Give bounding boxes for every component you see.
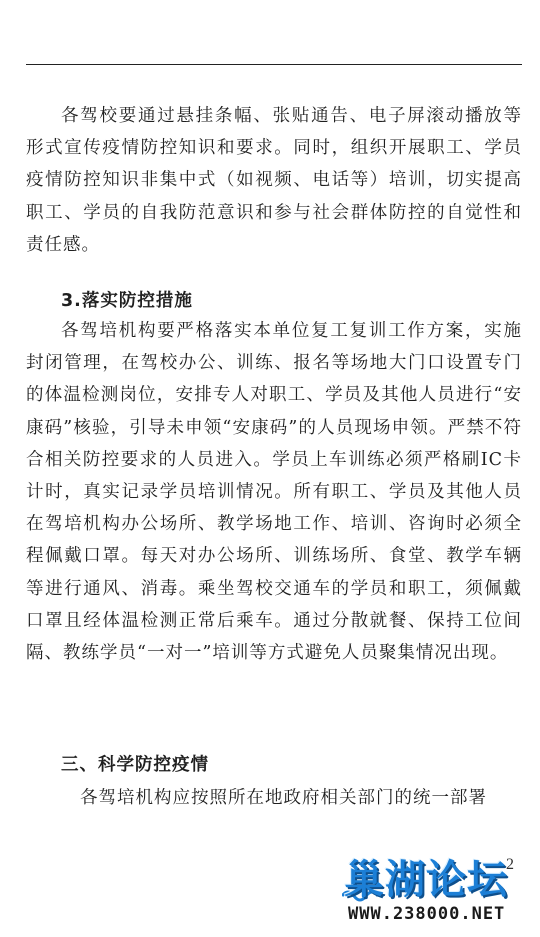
header-rule: [26, 64, 522, 65]
paragraph-publicity: 各驾校要通过悬挂条幅、张贴通告、电子屏滚动播放等形式宣传疫情防控知识和要求。同时，组织开展职工、学员疫情防控知识非集中式（如视频、电话等）培训，切实提高职工、学员的自我防范意识和参与社会群体防控的自觉性和责任感。: [26, 106, 522, 255]
section-heading-science: 三、科学防控疫情: [61, 755, 209, 775]
watermark-url: WWW.238000.NET: [348, 904, 506, 924]
page-number: 2: [506, 856, 514, 873]
paragraph-measures: 各驾培机构要严格落实本单位复工复训工作方案，实施封闭管理，在驾校办公、训练、报名等场地大门口设置专门的体温检测岗位，安排专人对职工、学员及其他人员进行“安康码”核验，引导未申领“安康码”的人员现场申领。严禁不符合相关防控要求的人员进入。学员上车训练必须严格刷IC卡计时，真实记录学员培训情况。所有职工、学员及其他人员在驾培机构办公场所、教学场地工作、培训、咨询时必须全程佩戴口罩。每天对办公场所、训练场所、食堂、教学车辆等进行通风、消毒。乘坐驾校交通车的学员和职工，须佩戴口罩且经体温检测正常后乘车。通过分散就餐、保持工位间隔、教练学员“一对一”培训等方式避免人员聚集情况出现。: [26, 321, 522, 664]
paragraph-deployment: 各驾培机构应按照所在地政府相关部门的统一部署: [80, 788, 487, 808]
site-watermark: [342, 848, 530, 928]
subheading-measures: 3.落实防控措施: [61, 291, 193, 311]
watermark-title: 巢湖论坛: [344, 857, 508, 903]
